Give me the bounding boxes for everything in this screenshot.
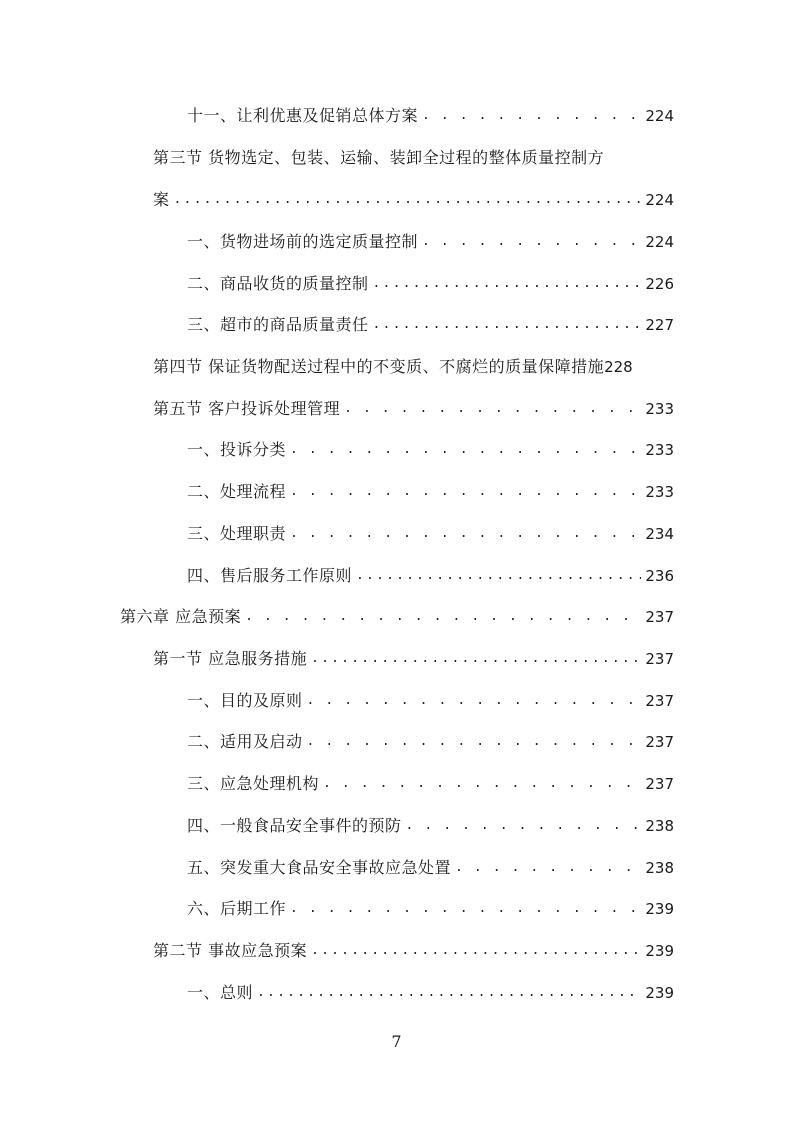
toc-leader-dots xyxy=(344,399,641,419)
toc-entry xyxy=(153,349,693,377)
toc-entry-page: 233 xyxy=(645,483,674,501)
toc-entry-title: 案 xyxy=(153,190,170,209)
toc-entry-title: 二、处理流程 xyxy=(187,482,287,501)
toc-leader-dots xyxy=(455,858,641,878)
toc-entry xyxy=(153,182,674,210)
toc-entry-page: 224 xyxy=(645,233,674,251)
toc-entry xyxy=(187,683,674,711)
toc-leader-dots xyxy=(422,232,641,252)
toc-entry-page: 233 xyxy=(645,441,674,459)
toc-entry xyxy=(187,432,674,460)
toc-leader-dots xyxy=(311,941,641,961)
toc-entry-title: 第三节 货物选定、包装、运输、装卸全过程的整体质量控制方 xyxy=(153,148,605,167)
toc-entry-page: 238 xyxy=(645,859,674,877)
toc-leader-dots xyxy=(422,106,641,126)
toc-leader-dots xyxy=(290,899,641,919)
toc-leader-dots xyxy=(373,274,642,294)
toc-entry-page: 236 xyxy=(645,567,674,585)
toc-entry-title: 四、一般食品安全事件的预防 xyxy=(187,816,402,835)
toc-entry xyxy=(153,140,674,168)
toc-entry-title: 五、突发重大食品安全事故应急处置 xyxy=(187,858,452,877)
toc-entry-title: 第二节 事故应急预案 xyxy=(153,941,308,960)
toc-entry-title: 第六章 应急预案 xyxy=(120,607,242,626)
toc-entry xyxy=(187,891,674,919)
toc-entry xyxy=(153,933,674,961)
toc-entry-page: 239 xyxy=(645,900,674,918)
toc-leader-dots xyxy=(311,649,641,669)
toc-entry-page: 237 xyxy=(645,608,674,626)
toc-entry-title: 第四节 保证货物配送过程中的不变质、不腐烂的质量保障措施 xyxy=(153,357,605,376)
toc-entry-title: 三、应急处理机构 xyxy=(187,774,320,793)
toc-leader-dots xyxy=(174,190,642,210)
toc-entry xyxy=(187,766,674,794)
toc-entry-title: 六、后期工作 xyxy=(187,899,287,918)
toc-entry xyxy=(187,975,674,1003)
toc-entry xyxy=(153,641,674,669)
toc-entry-page: 239 xyxy=(645,942,674,960)
toc-entry xyxy=(120,599,674,627)
toc-leader-dots xyxy=(257,983,641,1003)
toc-entry-title: 一、投诉分类 xyxy=(187,440,287,459)
toc-entry xyxy=(187,516,674,544)
toc-leader-dots xyxy=(290,440,641,460)
toc-entry-page: 237 xyxy=(645,775,674,793)
toc-entry-page: 238 xyxy=(645,817,674,835)
toc-entry-title: 三、超市的商品质量责任 xyxy=(187,315,369,334)
toc-entry-page: 233 xyxy=(645,400,674,418)
toc-leader-dots xyxy=(406,816,642,836)
toc-leader-dots xyxy=(307,732,642,752)
toc-entry xyxy=(153,391,674,419)
page-number: 7 xyxy=(391,1032,402,1051)
toc-entry-page: 234 xyxy=(645,525,674,543)
toc-entry-page: 237 xyxy=(645,733,674,751)
toc-entry-page: 239 xyxy=(645,984,674,1002)
toc-entry xyxy=(187,266,674,294)
toc-leader-dots xyxy=(307,691,642,711)
toc-entry-page: 224 xyxy=(645,107,674,125)
toc-entry xyxy=(187,224,674,252)
toc-leader-dots xyxy=(373,315,642,335)
toc-entry xyxy=(187,474,674,502)
toc-entry xyxy=(187,850,674,878)
toc-leader-dots xyxy=(290,482,641,502)
toc-leader-dots xyxy=(356,566,641,586)
toc-entry-page: 228 xyxy=(604,358,633,376)
toc-entry-page: 226 xyxy=(645,275,674,293)
toc-entry-title: 第五节 客户投诉处理管理 xyxy=(153,399,341,418)
toc-entry-title: 三、处理职责 xyxy=(187,524,287,543)
toc-entry-title: 二、商品收货的质量控制 xyxy=(187,274,369,293)
toc-entry-page: 227 xyxy=(645,316,674,334)
toc-leader-dots xyxy=(290,524,641,544)
toc-entry xyxy=(187,808,674,836)
toc-entry-page: 237 xyxy=(645,650,674,668)
toc-entry-title: 十一、让利优惠及促销总体方案 xyxy=(187,106,419,125)
toc-entry-title: 一、目的及原则 xyxy=(187,691,303,710)
toc-entry xyxy=(187,558,674,586)
toc-entry-title: 一、货物进场前的选定质量控制 xyxy=(187,232,419,251)
toc-leader-dots xyxy=(245,607,641,627)
toc-entry-title: 二、适用及启动 xyxy=(187,732,303,751)
toc-entry-page: 237 xyxy=(645,692,674,710)
toc-entry xyxy=(187,307,674,335)
toc-entry xyxy=(187,724,674,752)
toc-entry-title: 第一节 应急服务措施 xyxy=(153,649,308,668)
toc-leader-dots xyxy=(323,774,641,794)
toc-entry-title: 四、售后服务工作原则 xyxy=(187,566,353,585)
toc-entry-title: 一、总则 xyxy=(187,983,254,1002)
toc-entry xyxy=(187,98,674,126)
toc-entry-page: 224 xyxy=(645,191,674,209)
